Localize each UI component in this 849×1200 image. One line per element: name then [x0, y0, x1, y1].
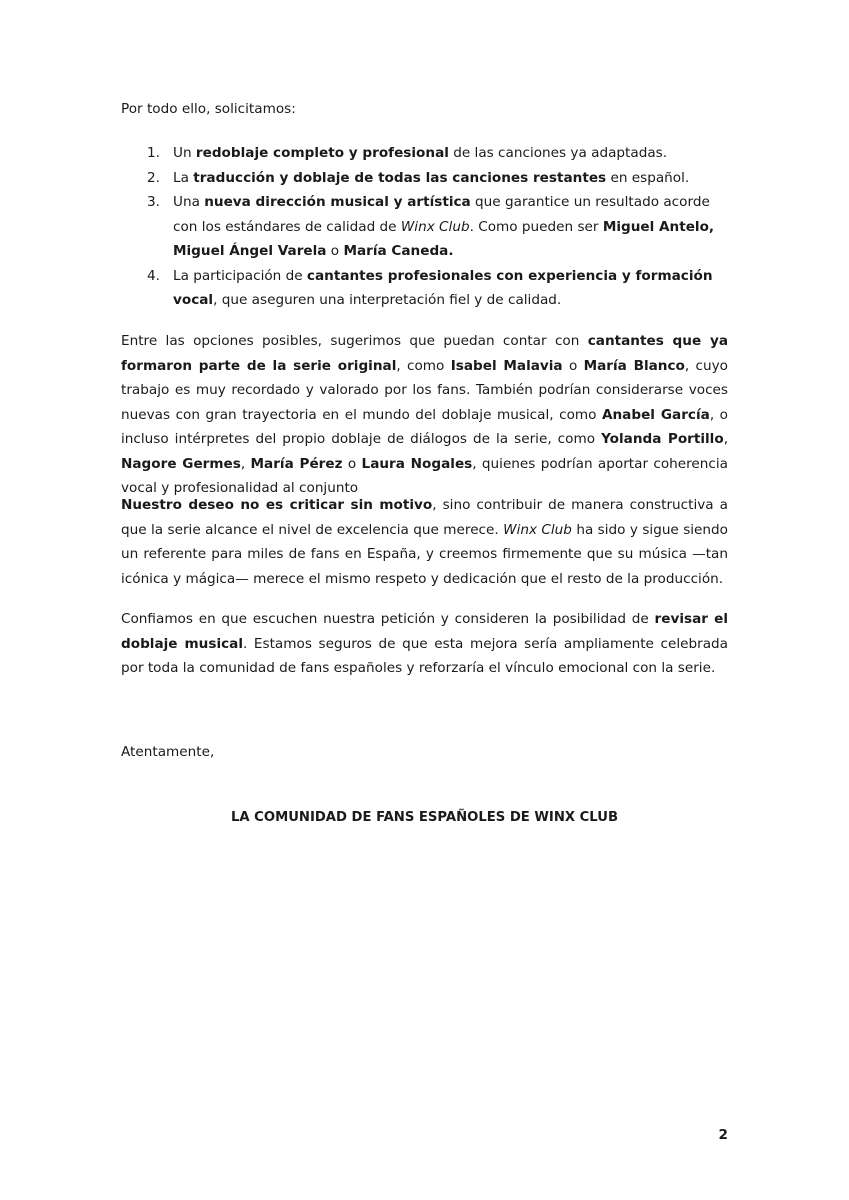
- bold-text: traducción y doblaje de todas las canciones restantes: [193, 169, 607, 186]
- bold-text: Miguel Antelo, Miguel Ángel Varela: [173, 218, 715, 259]
- paragraph-intent: Nuestro deseo no es criticar sin motivo, sino contribuir de manera constructiva a que la serie alcance el nivel de excelencia que merece. Winx Club ha sido y sigue siendo un referente para miles de fans en España, y creemos firmemente que su música —tan icónica y mágica— merece el mismo respeto y dedicación que el resto de la producción.: [121, 497, 728, 587]
- bold-text: María Caneda.: [343, 243, 454, 259]
- list-number: 4.: [147, 267, 160, 284]
- list-item: 4. La participación de cantantes profesionales con experiencia y formación vocal, que aseguren una interpretación fiel y de calidad.: [121, 264, 728, 313]
- closing-salutation: Atentamente,: [121, 744, 215, 760]
- bold-text: Laura Nogales: [361, 455, 473, 472]
- page-number: 2: [718, 1127, 728, 1143]
- list-number: 2.: [147, 169, 160, 186]
- list-number: 1.: [147, 145, 160, 161]
- paragraph-request: Confiamos en que escuchen nuestra petición y consideren la posibilidad de revisar el doblaje musical. Estamos seguros de que esta mejora sería ampliamente celebrada por toda la comunidad de fans españoles y reforzaría el vínculo emocional con la serie.: [121, 611, 729, 676]
- bold-text: Isabel Malavia: [450, 357, 563, 374]
- bold-text: María Blanco: [583, 357, 685, 374]
- signature: LA COMUNIDAD DE FANS ESPAÑOLES DE WINX CLUB: [230, 810, 618, 825]
- bold-text: Nuestro deseo no es criticar sin motivo: [121, 497, 433, 513]
- bold-text: nueva dirección musical y artística: [204, 194, 471, 210]
- bold-text: cantantes que ya formaron parte de la serie original: [121, 333, 728, 374]
- bold-text: revisar el doblaje musical: [121, 611, 728, 652]
- list-item: 2. La traducción y doblaje de todas las canciones restantes en español.: [121, 166, 728, 191]
- list-number: 3.: [147, 194, 160, 210]
- bold-text: Anabel García: [601, 406, 710, 423]
- bold-text: María Pérez: [250, 455, 343, 472]
- requests-list: [121, 141, 728, 313]
- italic-text: Winx Club: [503, 521, 572, 538]
- bold-text: redoblaje completo y profesional: [195, 145, 449, 161]
- italic-text: Winx Club: [400, 218, 470, 235]
- bold-text: cantantes profesionales con experiencia y formación vocal: [173, 267, 713, 308]
- intro-text: Por todo ello, solicitamos:: [121, 101, 296, 117]
- list-item: 3. Una nueva dirección musical y artística que garantice un resultado acorde con los estándares de calidad de Winx Club. Como pueden ser Miguel Antelo, Miguel Ángel Varela o María Caneda.: [121, 190, 728, 264]
- paragraph-singer-suggestions: Entre las opciones posibles, sugerimos que puedan contar con cantantes que ya formaron parte de la serie original, como Isabel Malavia o María Blanco, cuyo trabajo es muy recordado y valorado por los fans. También podrían considerarse voces nuevas con gran trayectoria en el mundo del doblaje musical, como Anabel García, o incluso intérpretes del propio doblaje de diálogos de la serie, como Yolanda Portillo, Nagore Germes, María Pérez o Laura Nogales, quienes podrían aportar coherencia vocal y profesionalidad al conjunto: [121, 333, 729, 496]
- list-item: 1. Un redoblaje completo y profesional de las canciones ya adaptadas.: [121, 141, 728, 166]
- bold-text: Yolanda Portillo: [601, 431, 724, 447]
- bold-text: Nagore Germes: [121, 455, 241, 472]
